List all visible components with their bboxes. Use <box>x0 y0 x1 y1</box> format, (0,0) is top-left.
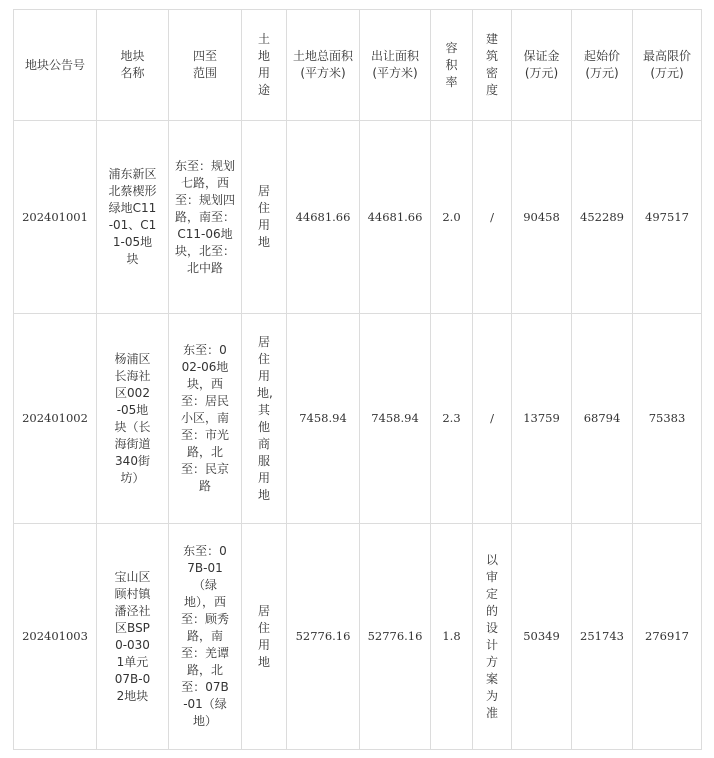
cell-plot-no: 202401003 <box>14 524 97 750</box>
table-header-row <box>14 10 702 121</box>
cell-start-price: 452289 <box>572 121 633 314</box>
table-row <box>14 121 702 314</box>
table-row <box>14 524 702 750</box>
header-land-use: 土地用途 <box>242 10 287 121</box>
cell-plot-name: 杨浦区长海社区002-05地块（长海街道340街坊） <box>97 314 169 524</box>
header-density: 建筑密度 <box>473 10 512 121</box>
table-row <box>14 314 702 524</box>
cell-far: 2.3 <box>431 314 473 524</box>
cell-density: 以审定的设计方案为准 <box>473 524 512 750</box>
cell-max-price: 75383 <box>633 314 702 524</box>
cell-plot-no: 202401002 <box>14 314 97 524</box>
header-start-price: 起始价(万元) <box>572 10 633 121</box>
cell-plot-name: 宝山区顾村镇潘泾社区BSP0-0301单元07B-02地块 <box>97 524 169 750</box>
header-plot-no: 地块公告号 <box>14 10 97 121</box>
header-transfer-area: 出让面积(平方米) <box>360 10 431 121</box>
cell-deposit: 13759 <box>512 314 572 524</box>
cell-far: 1.8 <box>431 524 473 750</box>
cell-density: / <box>473 314 512 524</box>
cell-land-use: 居住用地,其他商服用地 <box>242 314 287 524</box>
cell-start-price: 251743 <box>572 524 633 750</box>
cell-boundary: 东至：002-06地块，西至：居民小区，南至：市光路，北至：民京路 <box>169 314 242 524</box>
cell-land-use: 居住用地 <box>242 121 287 314</box>
land-table-container <box>13 9 702 750</box>
land-auction-table <box>13 9 702 750</box>
header-boundary: 四至范围 <box>169 10 242 121</box>
header-far: 容积率 <box>431 10 473 121</box>
cell-max-price: 276917 <box>633 524 702 750</box>
cell-density: / <box>473 121 512 314</box>
cell-land-use: 居住用地 <box>242 524 287 750</box>
cell-transfer-area: 44681.66 <box>360 121 431 314</box>
header-land-area: 土地总面积(平方米) <box>287 10 360 121</box>
cell-plot-no: 202401001 <box>14 121 97 314</box>
header-plot-name: 地块名称 <box>97 10 169 121</box>
cell-transfer-area: 52776.16 <box>360 524 431 750</box>
cell-far: 2.0 <box>431 121 473 314</box>
cell-land-area: 44681.66 <box>287 121 360 314</box>
cell-max-price: 497517 <box>633 121 702 314</box>
header-deposit: 保证金(万元) <box>512 10 572 121</box>
cell-boundary: 东至：07B-01（绿地），西至：顾秀路，南至：羌谭路，北至：07B-01（绿地） <box>169 524 242 750</box>
cell-deposit: 90458 <box>512 121 572 314</box>
cell-boundary: 东至：规划七路，西至：规划四路，南至：C11-06地块，北至：北中路 <box>169 121 242 314</box>
header-max-price: 最高限价(万元) <box>633 10 702 121</box>
cell-land-area: 52776.16 <box>287 524 360 750</box>
cell-land-area: 7458.94 <box>287 314 360 524</box>
cell-plot-name: 浦东新区北蔡楔形绿地C11-01、C11-05地块 <box>97 121 169 314</box>
cell-start-price: 68794 <box>572 314 633 524</box>
cell-transfer-area: 7458.94 <box>360 314 431 524</box>
cell-deposit: 50349 <box>512 524 572 750</box>
